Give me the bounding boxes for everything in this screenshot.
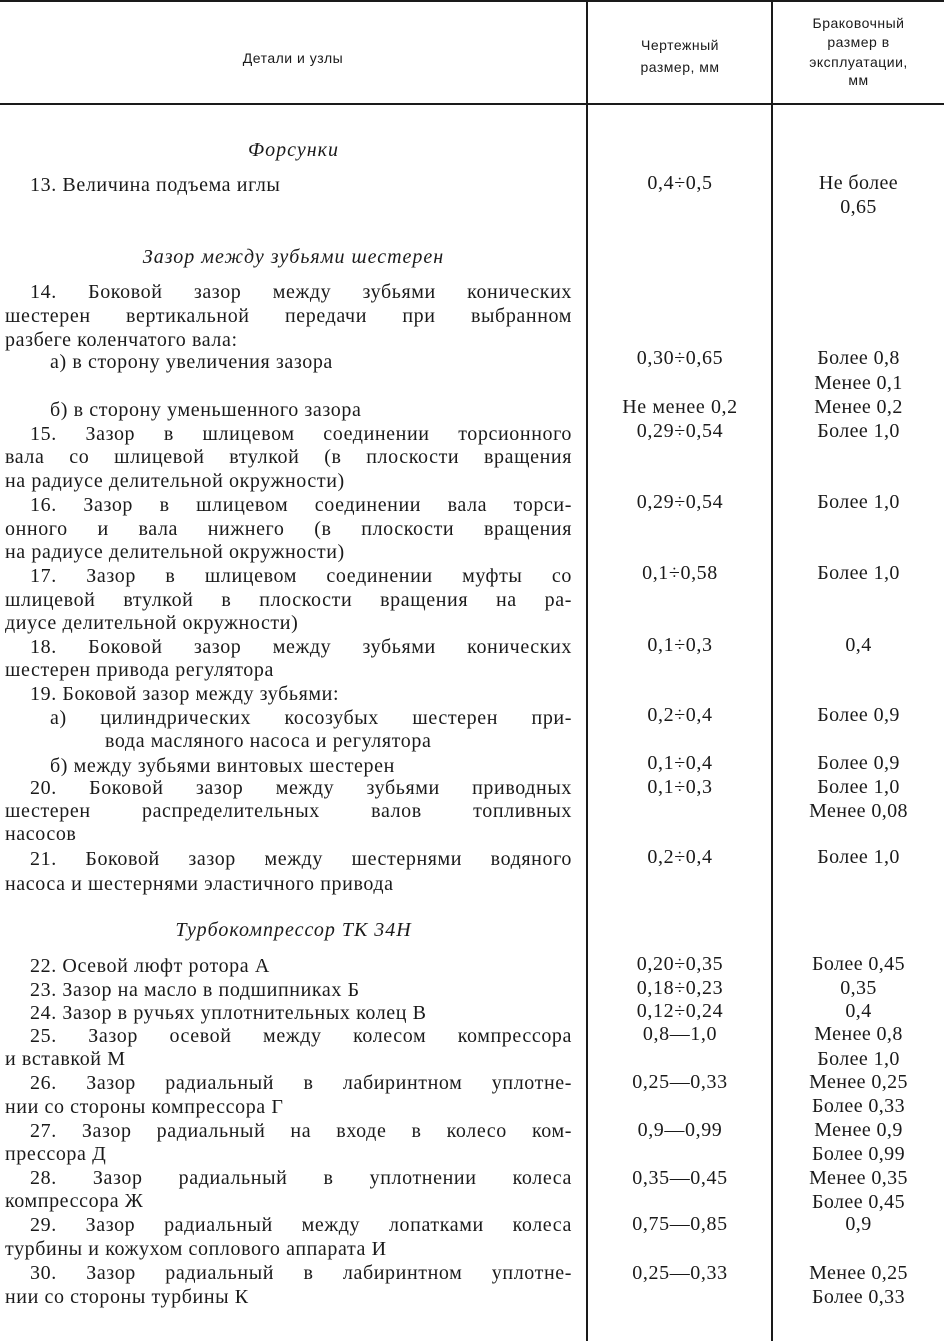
reject-size-value: Более 1,0 xyxy=(817,420,900,442)
drawing-size-value: 0,30÷0,65 xyxy=(636,347,724,369)
item-text-line: 21. Боковой зазор между шестернями водяного xyxy=(30,848,572,870)
drawing-size-value: Не менее 0,2 xyxy=(622,396,738,418)
reject-size-value: Более 1,0 xyxy=(817,491,900,513)
reject-size-value: Более 0,33 xyxy=(812,1095,905,1117)
item-text-line: турбины и кожухом соплового аппарата И xyxy=(5,1238,387,1260)
item-text-line: шестерен распределительных валов топливных xyxy=(5,800,572,822)
drawing-size-value: 0,1÷0,3 xyxy=(647,634,713,656)
item-text-line: 30. Зазор радиальный в лабиринтном уплотне- xyxy=(30,1262,572,1284)
drawing-size-value: 0,9—0,99 xyxy=(637,1119,723,1141)
reject-size-value: 0,9 xyxy=(845,1213,872,1235)
reject-size-value: 0,4 xyxy=(845,1000,872,1022)
header-reject-size-line: эксплуатации, xyxy=(809,54,908,70)
header-reject-size-line: размер в xyxy=(827,34,890,50)
drawing-size-value: 0,18÷0,23 xyxy=(636,977,724,999)
top-rule xyxy=(0,0,944,2)
reject-size-value: Более 1,0 xyxy=(817,562,900,584)
header-drawing-size-line: размер, мм xyxy=(640,59,720,75)
reject-size-value: Более 0,33 xyxy=(812,1286,905,1308)
section-title: Форсунки xyxy=(248,139,339,161)
drawing-size-value: 0,2÷0,4 xyxy=(647,846,713,868)
reject-size-value: Менее 0,2 xyxy=(814,396,903,418)
item-text-line: насоса и шестернями эластичного привода xyxy=(5,873,394,895)
item-text-line: 19. Боковой зазор между зубьями: xyxy=(30,683,340,705)
drawing-size-value: 0,1÷0,58 xyxy=(642,562,718,584)
item-text-line: 25. Зазор осевой между колесом компрессора xyxy=(30,1025,572,1047)
drawing-size-value: 0,12÷0,24 xyxy=(636,1000,724,1022)
item-text-line: 22. Осевой люфт ротора А xyxy=(30,955,270,977)
item-text-line: на радиусе делительной окружности) xyxy=(5,541,345,563)
item-text-line: вала со шлицевой втулкой (в плоскости вращения xyxy=(5,446,572,468)
item-text-line: б) в сторону уменьшенного зазора xyxy=(50,399,362,421)
drawing-size-value: 0,2÷0,4 xyxy=(647,704,713,726)
item-text-line: 26. Зазор радиальный в лабиринтном уплотне- xyxy=(30,1072,572,1094)
reject-size-value: 0,65 xyxy=(840,196,877,218)
header-parts: Детали и узлы xyxy=(242,50,344,66)
item-text-line: 29. Зазор радиальный между лопатками колеса xyxy=(30,1214,572,1236)
item-text-line: на радиусе делительной окружности) xyxy=(5,470,345,492)
reject-size-value: Более 0,45 xyxy=(812,1191,905,1213)
reject-size-value: Более 1,0 xyxy=(817,846,900,868)
reject-size-value: Менее 0,25 xyxy=(809,1262,908,1284)
reject-size-value: Более 0,9 xyxy=(817,752,900,774)
reject-size-value: Менее 0,35 xyxy=(809,1167,908,1189)
item-text-line: а) цилиндрических косозубых шестерен при- xyxy=(50,707,572,729)
item-text-line: 27. Зазор радиальный на входе в колесо ком- xyxy=(30,1120,572,1142)
section-title: Турбокомпрессор ТК 34Н xyxy=(175,919,412,941)
item-text-line: 24. Зазор в ручьях уплотнительных колец В xyxy=(30,1002,427,1024)
drawing-size-value: 0,8—1,0 xyxy=(642,1023,718,1045)
drawing-size-value: 0,1÷0,3 xyxy=(647,776,713,798)
drawing-size-value: 0,29÷0,54 xyxy=(636,491,724,513)
item-text-line: нии со стороны турбины К xyxy=(5,1286,249,1308)
item-text-line: и вставкой М xyxy=(5,1048,126,1070)
reject-size-value: Более 1,0 xyxy=(817,776,900,798)
drawing-size-value: 0,29÷0,54 xyxy=(636,420,724,442)
header-reject-size-line: мм xyxy=(848,72,869,88)
drawing-size-value: 0,75—0,85 xyxy=(632,1213,728,1235)
drawing-size-value: 0,20÷0,35 xyxy=(636,953,724,975)
reject-size-value: Более 0,45 xyxy=(812,953,905,975)
drawing-size-value: 0,25—0,33 xyxy=(632,1071,728,1093)
reject-size-value: 0,4 xyxy=(845,634,872,656)
item-text-line: компрессора Ж xyxy=(5,1190,144,1212)
item-text-line: 16. Зазор в шлицевом соединении вала торси- xyxy=(30,494,572,516)
drawing-size-value: 0,35—0,45 xyxy=(632,1167,728,1189)
header-bottom-rule xyxy=(0,103,944,105)
item-text-line: онного и вала нижнего (в плоскости вращения xyxy=(5,518,572,540)
item-text-line: 18. Боковой зазор между зубьями конических xyxy=(30,636,572,658)
item-text-line: а) в сторону увеличения зазора xyxy=(50,351,333,373)
item-text-line: 20. Боковой зазор между зубьями приводных xyxy=(30,777,572,799)
item-text-line: 23. Зазор на масло в подшипниках Б xyxy=(30,979,360,1001)
reject-size-value: Менее 0,1 xyxy=(814,372,903,394)
item-text-line: 14. Боковой зазор между зубьями конических xyxy=(30,281,572,303)
reject-size-value: Не более xyxy=(818,172,899,194)
item-text-line: 28. Зазор радиальный в уплотнении колеса xyxy=(30,1167,572,1189)
header-drawing-size-line: Чертежный xyxy=(641,37,719,53)
item-text-line: насосов xyxy=(5,823,77,845)
drawing-size-value: 0,4÷0,5 xyxy=(647,172,713,194)
item-text-line: 15. Зазор в шлицевом соединении торсионного xyxy=(30,423,572,445)
item-text-line: прессора Д xyxy=(5,1143,107,1165)
header-reject-size-line: Браковочный xyxy=(812,15,905,31)
reject-size-value: Более 0,8 xyxy=(817,347,900,369)
item-text-line: вода масляного насоса и регулятора xyxy=(105,730,432,752)
reject-size-value: Менее 0,08 xyxy=(809,800,908,822)
drawing-size-value: 0,25—0,33 xyxy=(632,1262,728,1284)
item-text-line: шестерен вертикальной передачи при выбранном xyxy=(5,305,572,327)
item-text-line: 17. Зазор в шлицевом соединении муфты со xyxy=(30,565,572,587)
item-text-line: шестерен привода регулятора xyxy=(5,659,274,681)
reject-size-value: Более 0,99 xyxy=(812,1143,905,1165)
item-text-line: шлицевой втулкой в плоскости вращения на ра- xyxy=(5,589,572,611)
item-text-line: б) между зубьями винтовых шестерен xyxy=(50,755,395,777)
reject-size-value: 0,35 xyxy=(840,977,877,999)
reject-size-value: Более 1,0 xyxy=(817,1048,900,1070)
reject-size-value: Менее 0,9 xyxy=(814,1119,903,1141)
item-text-line: разбеге коленчатого вала: xyxy=(5,329,238,351)
item-text-line: нии со стороны компрессора Г xyxy=(5,1096,284,1118)
section-title: Зазор между зубьями шестерен xyxy=(142,246,445,268)
item-text-line: диусе делительной окружности) xyxy=(5,612,299,634)
reject-size-value: Менее 0,25 xyxy=(809,1071,908,1093)
reject-size-value: Менее 0,8 xyxy=(814,1023,903,1045)
drawing-size-value: 0,1÷0,4 xyxy=(647,752,713,774)
item-text-line: 13. Величина подъема иглы xyxy=(30,174,281,196)
reject-size-value: Более 0,9 xyxy=(817,704,900,726)
